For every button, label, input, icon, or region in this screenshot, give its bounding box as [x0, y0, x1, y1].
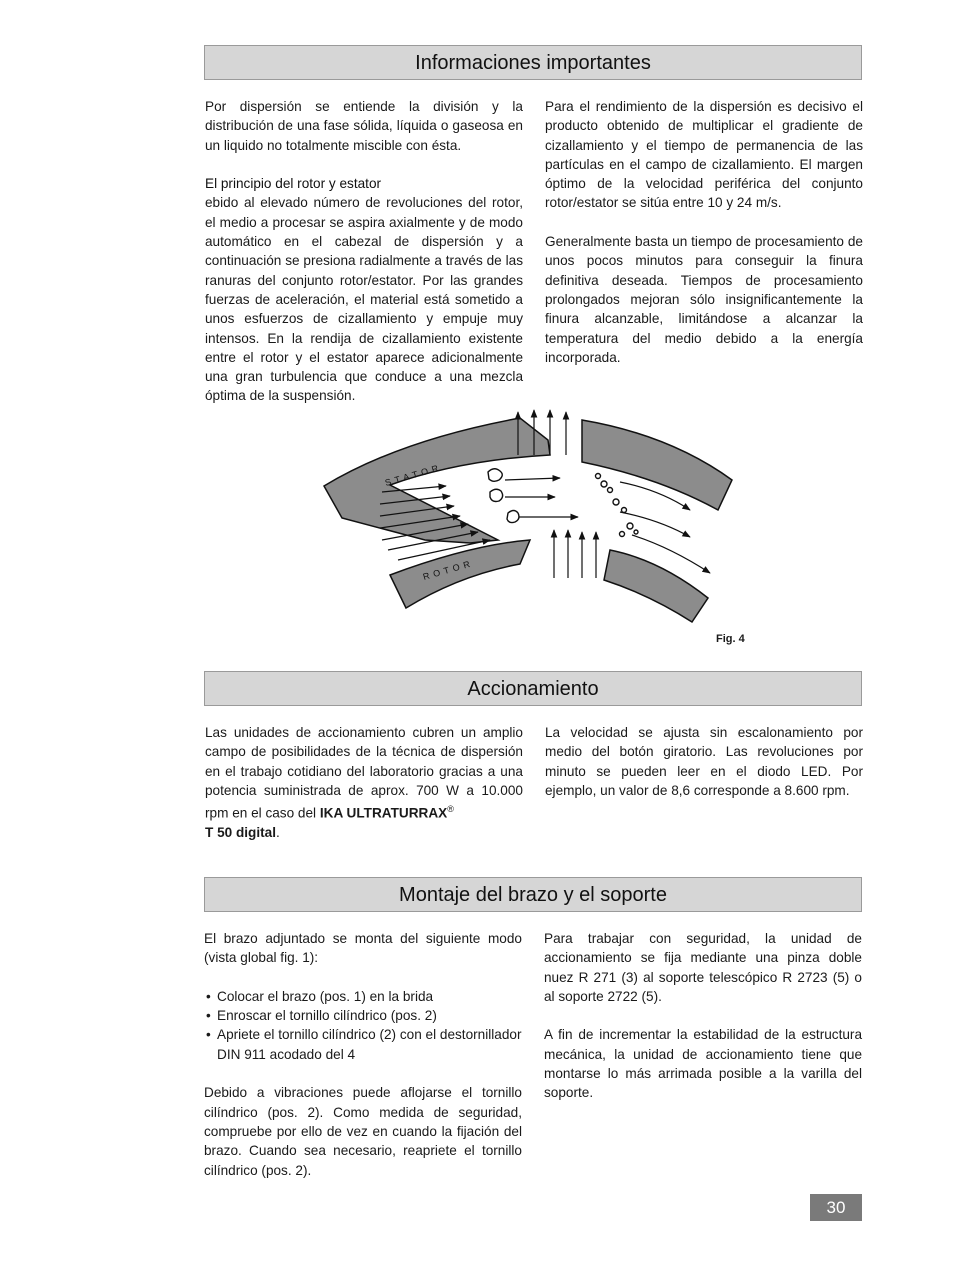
flow-arrow: [505, 478, 560, 480]
product-name: IKA ULTRATURRAX: [319, 805, 448, 821]
info-paragraph: Por dispersión se entiende la división y la distribución de una fase sólida, líquida o gaseosa en un liquido no totalmente miscible con ésta.: [205, 99, 523, 153]
mount-left-column: [204, 929, 522, 1180]
stator-label: STATOR: [383, 462, 444, 488]
rotor-label: ROTOR: [421, 557, 475, 582]
figure-caption: Fig. 4: [716, 633, 745, 645]
drive-text-end: .: [276, 825, 280, 841]
particle: [627, 523, 633, 529]
particle: [601, 481, 607, 487]
particle: [507, 511, 519, 523]
page-number: 30: [810, 1194, 862, 1221]
mount-steps-list: [204, 987, 522, 1064]
info-paragraph: ebido al elevado número de revoluciones del rotor, el medio a procesar se aspira axialmente y de modo automático en el cabezal de dispersión y a continuación se presiona radialmente a través de las ranuras del conjunto rotor/estator. Por las grandes fuerzas de aceleración, el material está sometido a unos esfuerzos de cizallamiento y empuje muy intensos. En la rendija de cizallamiento existente entre el rotor y el estator aparece adicionalmente una gran turbulencia que conduce a una mezcla óptima de la suspensión.: [205, 195, 523, 404]
mount-paragraph: Debido a vibraciones puede aflojarse el tornillo cilíndrico (pos. 2). Como medida de seguridad, compruebe por ello de vez en cuando la fijación del brazo. Cuando sea necesario, reapriete el tornillo cilíndrico (pos. 2).: [204, 1085, 522, 1178]
particle: [490, 489, 503, 501]
section-title-montaje: Montaje del brazo y el soporte: [204, 877, 862, 912]
particle: [634, 530, 638, 534]
particle: [596, 474, 601, 479]
section-title-accionamiento: Accionamiento: [204, 671, 862, 706]
rotor-block: [390, 540, 530, 608]
stator-block: [324, 418, 550, 543]
drive-right-column: [545, 723, 863, 800]
subheading-rotor-stator: El principio del rotor y estator: [205, 176, 382, 192]
info-paragraph: Para el rendimiento de la dispersión es decisivo el producto obtenido de multiplicar el gradiente de cizallamiento y el tiempo de permanencia de las partículas en el campo de cizallamiento. El margen óptimo de la velocidad periférica del conjunto rotor/estator se sitúa entre 10 y 24 m/s.: [545, 99, 863, 211]
info-rotor-stator-block: [205, 174, 523, 406]
section-title-informaciones: Informaciones importantes: [204, 45, 862, 80]
mount-paragraph: El brazo adjuntado se monta del siguiente modo (vista global fig. 1):: [204, 931, 522, 966]
list-item: • Colocar el brazo (pos. 1) en la brida: [204, 987, 522, 1006]
info-paragraph: Generalmente basta un tiempo de procesamiento de unos pocos minutos para conseguir la finura definitiva deseada. Tiempos de procesamiento prolongados mejoran sólo insignificantemente la finura alcanzable, limitándose a alcanzar la temperatura del medio debido a la energía incorporada.: [545, 234, 863, 365]
product-model: T 50 digital: [205, 825, 277, 841]
registered-mark: ®: [447, 804, 454, 815]
particle: [613, 499, 619, 505]
particle: [608, 488, 613, 493]
particle: [488, 469, 502, 482]
list-item: • Apriete el tornillo cilíndrico (2) con el destornillador DIN 911 acodado del 4: [204, 1025, 522, 1064]
drive-paragraph: [205, 723, 523, 842]
mount-paragraph: Para trabajar con seguridad, la unidad de accionamiento se fija mediante una pinza doble nuez R 271 (3) al soporte telescópico R 2723 (5) o al soporte 2722 (5).: [544, 931, 862, 1004]
particle: [622, 508, 627, 513]
right-upper-block: [582, 420, 732, 510]
drive-text: Las unidades de accionamiento cubren un amplio campo de posibilidades de la técnica de dispersión en el trabajo cotidiano del laboratorio gracias a una potencia suministrada de aprox. 700 W a 10.000 rpm en el caso del: [205, 725, 523, 821]
drive-paragraph: La velocidad se ajusta sin escalonamiento por medio del botón giratorio. Las revoluciones por minuto se pueden leer en el diodo LED. Por ejemplo, un valor de 8,6 corresponde a 8.600 rpm.: [545, 725, 863, 798]
list-item: • Enroscar el tornillo cilíndrico (pos. 2): [204, 1006, 522, 1025]
mount-right-column: [544, 929, 862, 1103]
drive-left-column: [205, 723, 523, 842]
right-lower-block: [604, 550, 708, 622]
mount-paragraph: A fin de incrementar la estabilidad de la estructura mecánica, la unidad de accionamiento tiene que montarse lo más arrimada posible a la varilla del soporte.: [544, 1027, 862, 1101]
particle: [620, 532, 625, 537]
rotor-stator-diagram: [320, 400, 750, 625]
info-right-column: [545, 97, 863, 367]
info-left-column: [205, 97, 523, 406]
